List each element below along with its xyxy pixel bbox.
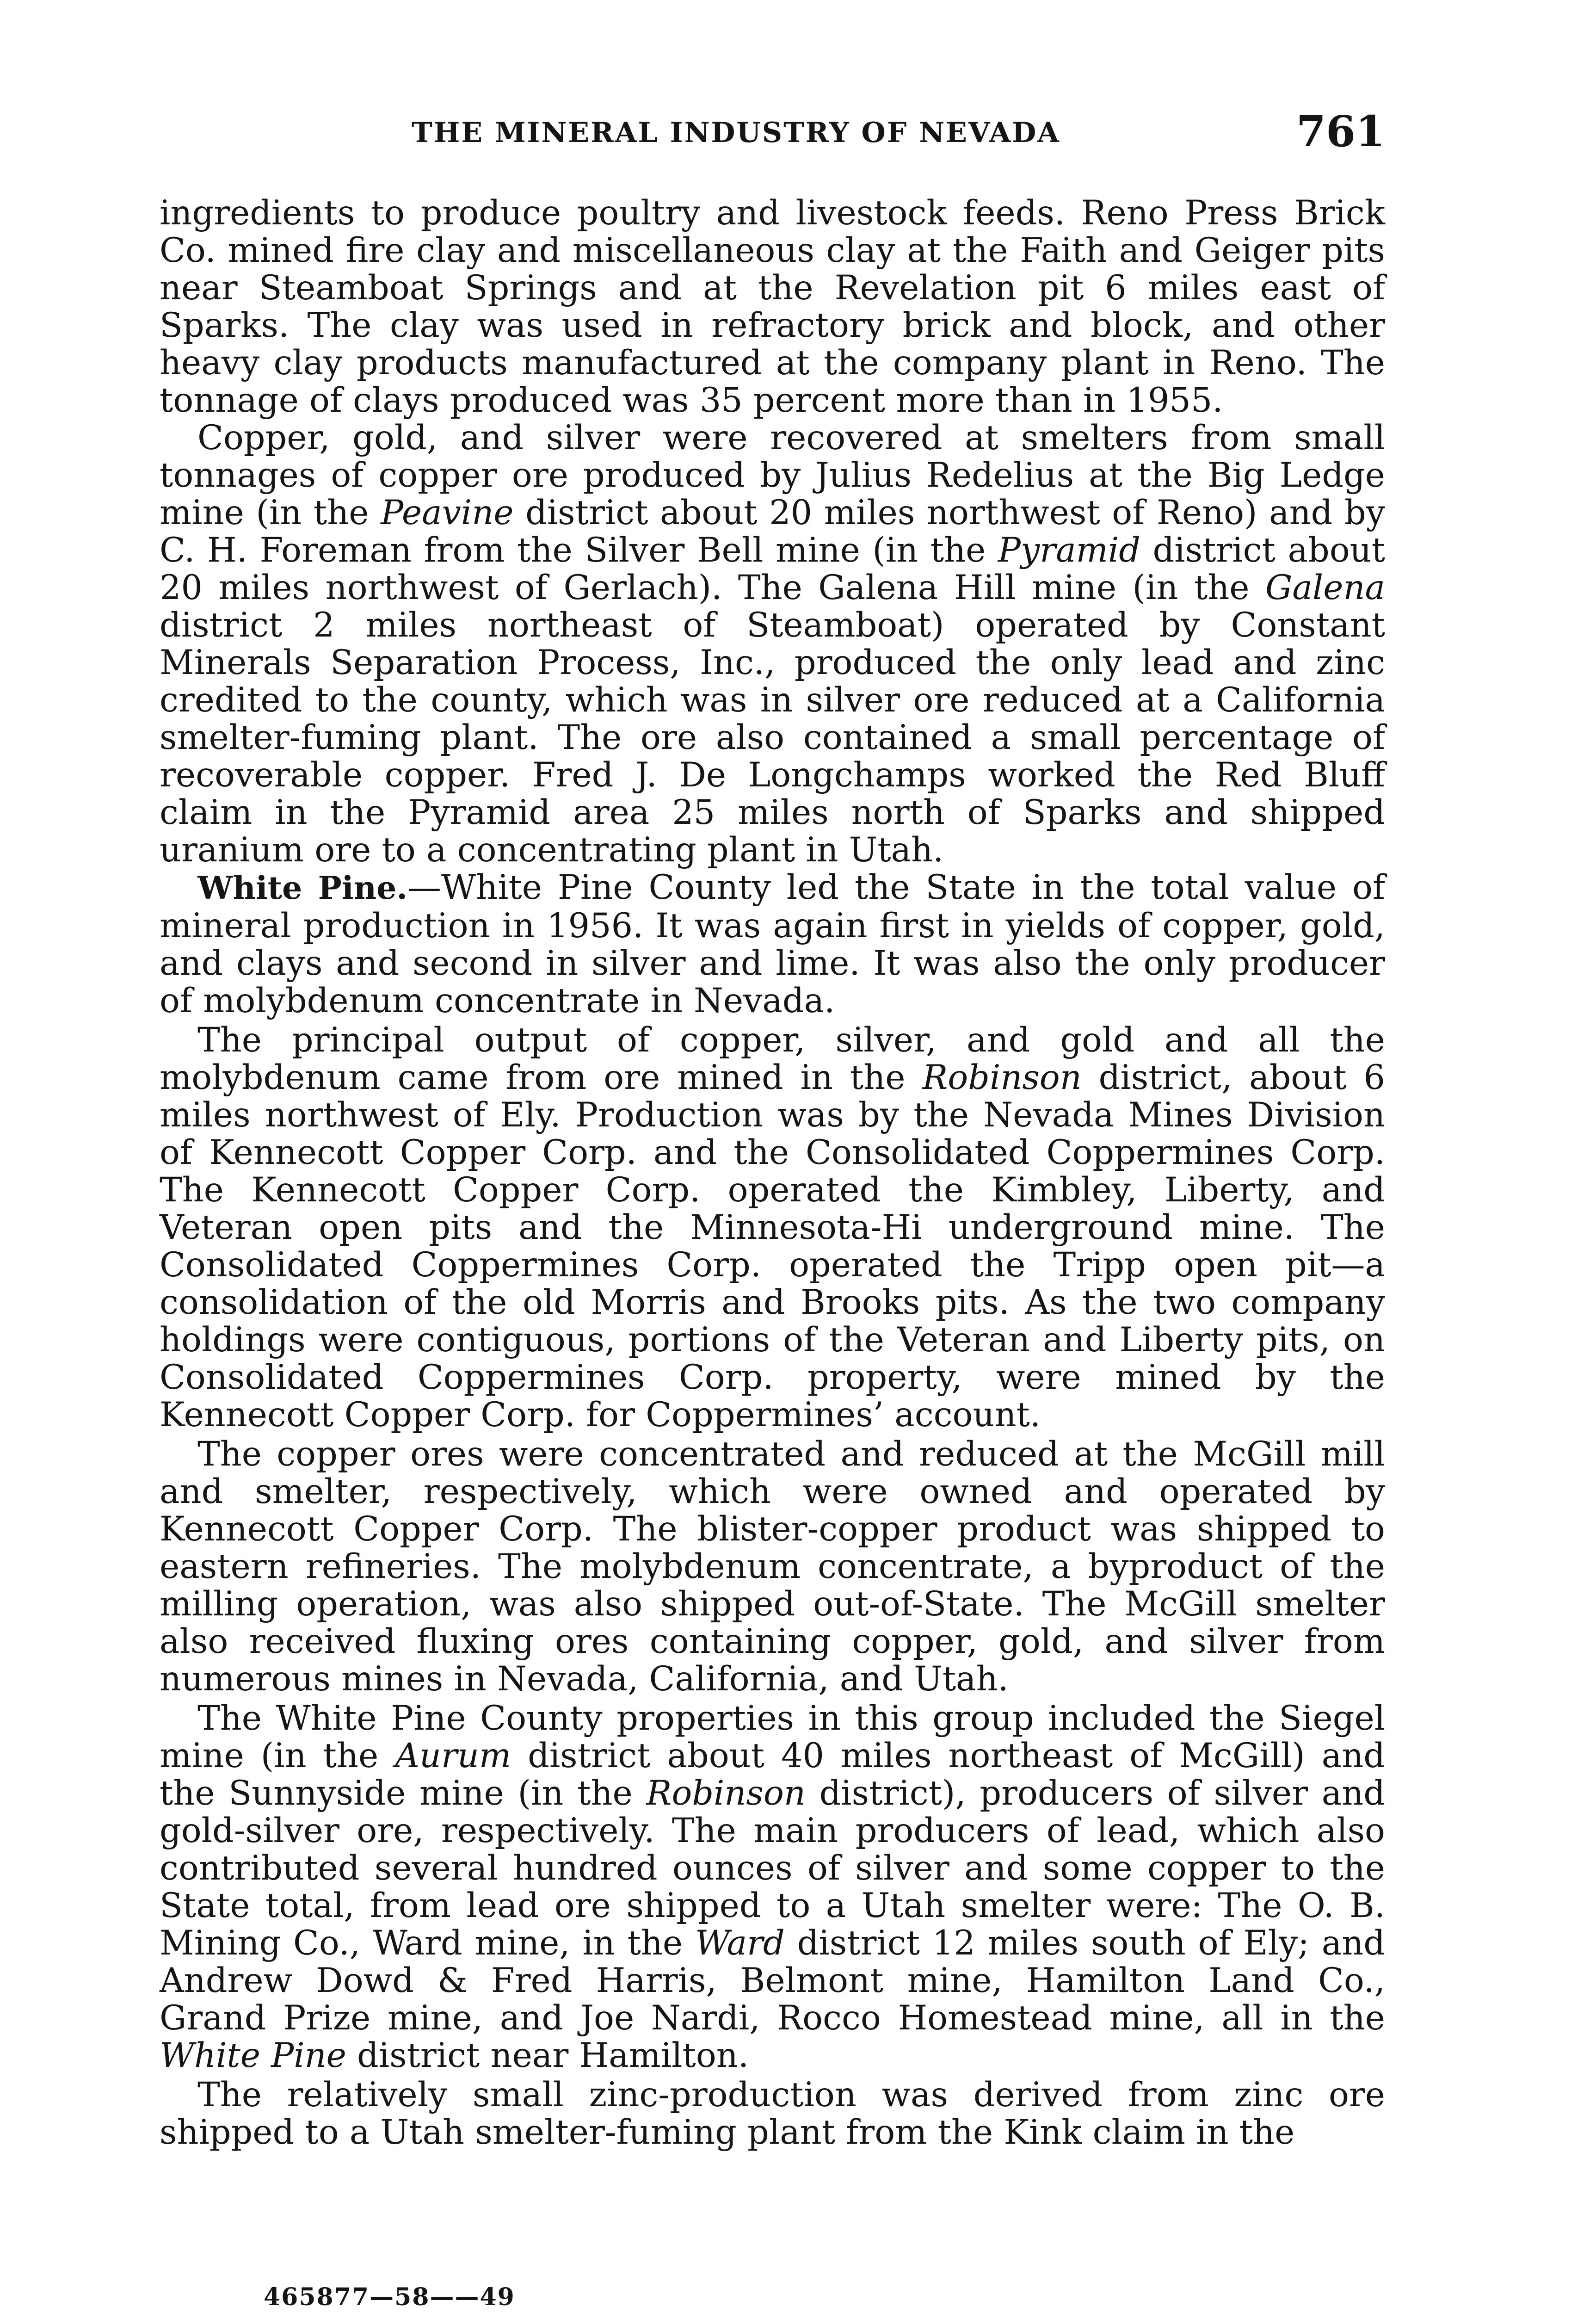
section-lead-white-pine: White Pine. <box>197 870 408 907</box>
text-run: district 12 miles south of Ely; and Andrew Dowd & Fred Harris, Belmont mine, Hamilton Land Co., Grand Prize mine, and Joe Nardi, Rocco Homestead mine, all in the <box>160 1923 1385 2038</box>
paragraph-zinc-production: The relatively small zinc-production was derived from zinc ore shipped to a Utah smelter-fuming plant from the Kink claim in the <box>160 2075 1385 2152</box>
printer-code: 465877—58——49 <box>264 2283 515 2311</box>
paragraph-copper-gold-silver <box>160 419 1385 869</box>
paragraph-clay-production: ingredients to produce poultry and livestock feeds. Reno Press Brick Co. mined fire clay and miscellaneous clay at the Faith and Geiger pits near Steamboat Springs and at the Revelation pit 6 miles east of Sparks. The clay was used in refractory brick and block, and other heavy clay products manufactured at the company plant in Reno. The tonnage of clays produced was 35 percent more than in 1955. <box>160 193 1385 420</box>
paragraph-principal-output <box>160 1021 1385 1434</box>
text-run: The principal output of copper, silver, and gold and all the molybdenum came from ore mined in the <box>160 1020 1385 1097</box>
text-run: district about 20 miles northwest of Gerlach). The Galena Hill mine (in the <box>160 531 1385 607</box>
district-name: Aurum <box>395 1736 511 1775</box>
district-name: Ward <box>695 1923 785 1963</box>
running-title: THE MINERAL INDUSTRY OF NEVADA <box>412 117 1060 149</box>
paragraph-copper-ores: The copper ores were concentrated and reduced at the McGill mill and smelter, respectively, which were owned and operated by Kennecott Copper Corp. The blister-copper product was shipped to eastern refineries. The molybdenum concentrate, a byproduct of the milling operation, was also shipped out-of-State. The McGill smelter also received fluxing ores containing copper, gold, and silver from numerous mines in Nevada, California, and Utah. <box>160 1435 1385 1699</box>
body-text <box>160 194 1385 2151</box>
district-name: Galena <box>1265 568 1385 607</box>
district-name: Peavine <box>381 493 514 532</box>
text-run: district about 20 miles northwest of Reno) and by C. H. Foreman from the Silver Bell mine (in the <box>160 493 1385 570</box>
text-run: Copper, gold, and silver were recovered at smelters from small tonnages of copper ore produced by Julius Redelius at the Big Ledge mine (in the <box>160 418 1385 532</box>
running-header <box>160 106 1385 162</box>
paragraph-white-pine <box>160 869 1385 1020</box>
district-name: Robinson <box>922 1058 1082 1097</box>
paragraph-properties <box>160 1700 1385 2074</box>
district-name: Robinson <box>646 1774 806 1813</box>
district-name: White Pine <box>160 2036 346 2075</box>
text-run: district 2 miles northeast of Steamboat) operated by Constant Minerals Separation Process, Inc., produced the only lead and zinc credited to the county, which was in silver ore reduced at a California smelter-fuming plant. The ore also contained a small percentage of recoverable copper. Fred J. De Longchamps worked the Red Bluff claim in the Pyramid area 25 miles north of Sparks and shipped uranium ore to a concentrating plant in Utah. <box>160 606 1385 870</box>
district-name: Pyramid <box>998 531 1140 570</box>
text-run: district about 40 miles northeast of McGill) and the Sunnyside mine (in the <box>160 1736 1385 1813</box>
text-run: —White Pine County led the State in the total value of mineral production in 1956. It was again first in yields of copper, gold, and clays and second in silver and lime. It was also the only producer of molybdenum concentrate in Nevada. <box>160 868 1385 1020</box>
text-run: The White Pine County properties in this group included the Siegel mine (in the <box>160 1699 1385 1775</box>
page-number: 761 <box>1296 106 1385 156</box>
text-run: district, about 6 miles northwest of Ely. Production was by the Nevada Mines Division of Kennecott Copper Corp. and the Consolidated Coppermines Corp. The Kennecott Copper Corp. operated the Kimbley, Liberty, and Veteran open pits and the Minnesota-Hi underground mine. The Consolidated Coppermines Corp. operated the Tripp open pit—a consolidation of the old Morris and Brooks pits. As the two company holdings were contiguous, portions of the Veteran and Liberty pits, on Consolidated Coppermines Corp. property, were mined by the Kennecott Copper Corp. for Coppermines’ account. <box>160 1058 1386 1435</box>
text-run: district near Hamilton. <box>346 2036 749 2075</box>
text-run: district), producers of silver and gold-silver ore, respectively. The main producers of lead, which also contributed several hundred ounces of silver and some copper to the State total, from lead ore shipped to a Utah smelter were: The O. B. Mining Co., Ward mine, in the <box>160 1774 1385 1963</box>
